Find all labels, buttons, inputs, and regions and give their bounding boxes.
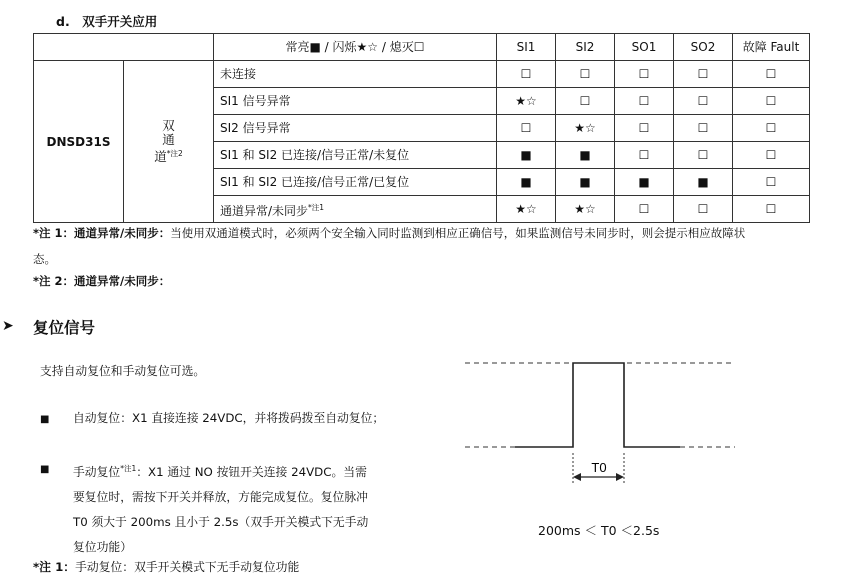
mode-char: 道$^{*注2}$: [154, 148, 183, 165]
col-header-si2: SI2: [556, 34, 615, 61]
mode-char: 双: [162, 117, 175, 133]
row-label: 未连接: [214, 61, 497, 88]
row-label: SI1 和 SI2 已连接/信号正常/已复位: [214, 169, 497, 196]
state-cell: ★☆: [497, 88, 556, 115]
arrow-left-head-icon: [573, 473, 581, 481]
manual-note: *注1: [120, 464, 137, 473]
state-cell: ■: [497, 169, 556, 196]
state-cell: ☐: [674, 88, 733, 115]
row-note: *注1: [308, 202, 325, 212]
state-cell: ★☆: [497, 196, 556, 223]
arrow-right-head-icon: [616, 473, 624, 481]
state-cell: ■: [615, 169, 674, 196]
state-cell: ★☆: [556, 115, 615, 142]
pulse-formula: 200ms ＜ T0 ＜2.5s: [538, 523, 660, 538]
device-name-cell: DNSD31S: [34, 61, 124, 223]
legend-cell: 常亮■ / 闪烁★☆ / 熄灭☐: [214, 34, 497, 61]
col-header-so2: SO2: [674, 34, 733, 61]
row-label: SI1 信号异常: [214, 88, 497, 115]
table-row: [34, 61, 810, 88]
header-empty-cell: [34, 34, 214, 61]
note-2: [33, 268, 170, 294]
auto-reset-text: 自动复位：X1 直接连接 24VDC，并将拨码拨至自动复位；: [73, 411, 385, 425]
row-label: 通道异常/未同步$^{*注1}$: [214, 196, 497, 223]
row-label: SI2 信号异常: [214, 115, 497, 142]
state-cell: ☐: [615, 115, 674, 142]
footnote-text: 手动复位：双手开关模式下无手动复位功能: [75, 560, 300, 574]
state-cell: ■: [556, 169, 615, 196]
col-header-fault: 故障 Fault: [733, 34, 810, 61]
state-cell: ☐: [615, 61, 674, 88]
mode-char: 通: [162, 131, 175, 147]
table-header-row: [34, 34, 810, 61]
state-cell: ■: [674, 169, 733, 196]
state-cell: ☐: [733, 115, 810, 142]
status-table: [33, 33, 810, 223]
col-header-so1: SO1: [615, 34, 674, 61]
pulse-label: T0: [591, 460, 607, 475]
state-cell: ☐: [733, 88, 810, 115]
state-cell: ■: [497, 142, 556, 169]
state-cell: ■: [556, 142, 615, 169]
arrow-bullet-icon: ➤: [2, 318, 14, 334]
state-cell: ☐: [674, 115, 733, 142]
row-label: SI1 和 SI2 已连接/信号正常/未复位: [214, 142, 497, 169]
reset-pulse-diagram: [460, 350, 740, 500]
note-2-prefix: *注 2：通道异常/未同步：: [33, 274, 171, 288]
mode-note: *注2: [166, 148, 183, 158]
manual-reset-text: 手动复位$^{*注1}$：X1 通过 NO 按钮开关连接 24VDC。当需 要复位时，需按下开关并释放，方能完成复位。复位脉冲 T0 须大于 200ms 且小于 2.5s（双手开关模式下无手动 复位功能）: [73, 464, 369, 554]
state-cell: ☐: [733, 142, 810, 169]
reset-intro: 支持自动复位和手动复位可选。: [40, 364, 206, 378]
note-1-cont: 态。: [33, 252, 56, 266]
state-cell: ☐: [615, 88, 674, 115]
col-header-si1: SI1: [497, 34, 556, 61]
footnote: [33, 558, 299, 575]
note-1: [33, 220, 833, 272]
state-cell: ☐: [556, 61, 615, 88]
state-cell: ☐: [615, 196, 674, 223]
note-1-text: 当使用双通道模式时，必须两个安全输入同时监测到相应正确信号，如果监测信号未同步时，则会提示相应故障状: [170, 226, 746, 240]
state-cell: ☐: [733, 196, 810, 223]
state-cell: ☐: [674, 196, 733, 223]
state-cell: ☐: [674, 61, 733, 88]
state-cell: ★☆: [556, 196, 615, 223]
footnote-prefix: *注 1：: [33, 560, 76, 574]
reset-heading: 复位信号: [33, 319, 96, 337]
section-d-title: d. 双手开关应用: [56, 14, 158, 29]
square-bullet-icon: ■: [40, 464, 50, 475]
state-cell: ☐: [733, 61, 810, 88]
note-1-prefix: *注 1：通道异常/未同步：: [33, 226, 171, 240]
pulse-waveform: [515, 363, 680, 447]
state-cell: ☐: [733, 169, 810, 196]
state-cell: ☐: [497, 115, 556, 142]
square-bullet-icon: ■: [40, 414, 50, 425]
state-cell: ☐: [556, 88, 615, 115]
state-cell: ☐: [497, 61, 556, 88]
state-cell: ☐: [674, 142, 733, 169]
mode-cell: [124, 61, 214, 223]
state-cell: ☐: [615, 142, 674, 169]
